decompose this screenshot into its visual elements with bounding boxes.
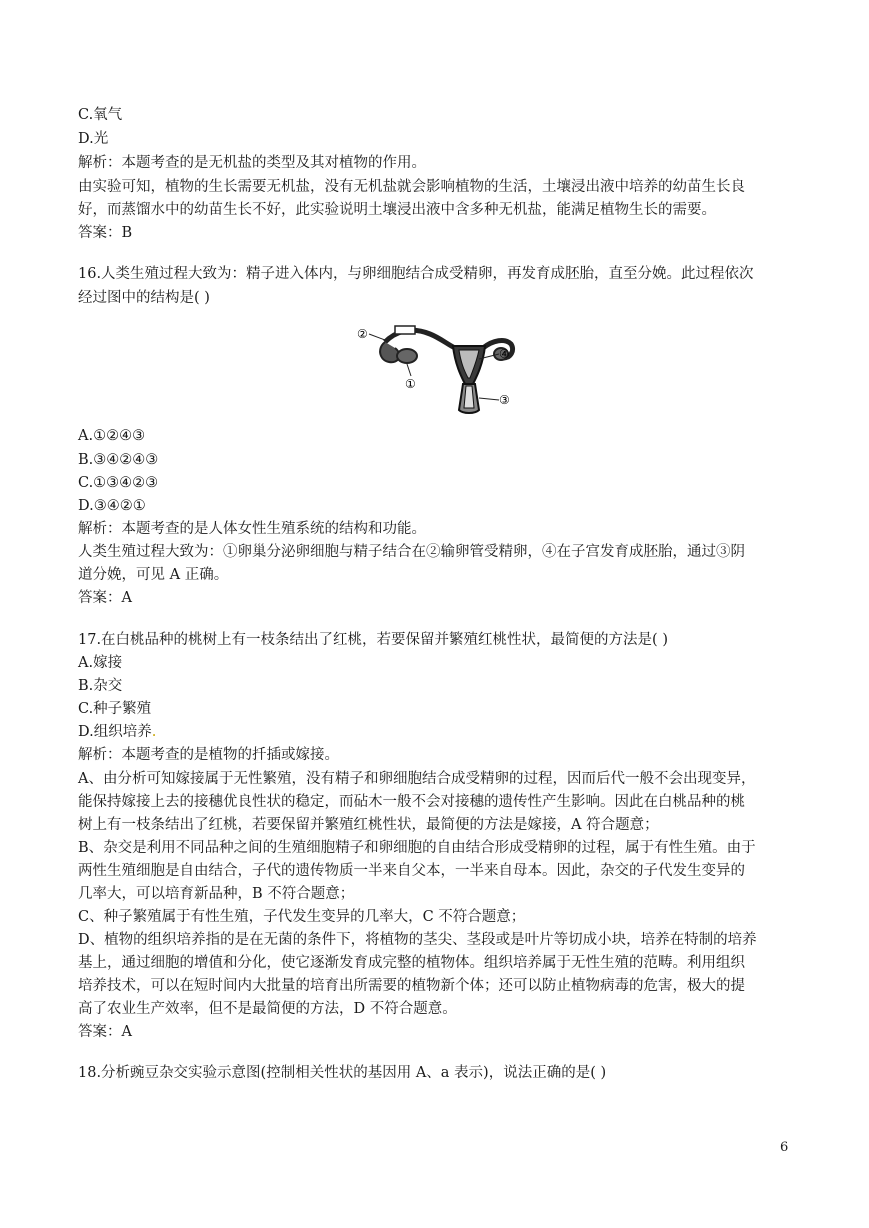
q16-analysis-line-3: 道分娩，可见 A 正确。 bbox=[78, 567, 229, 583]
q17-analysis-line-6: 两性生殖细胞是自由结合，子代的遗传物质一半来自父本，一半来自母本。因此，杂交的子代发生变异的 bbox=[78, 863, 745, 879]
q16-option-a: A.①②④③ bbox=[78, 428, 146, 444]
q17-option-c: C.种子繁殖 bbox=[78, 701, 152, 717]
q17-analysis-line-2: A、由分析可知嫁接属于无性繁殖，没有精子和卵细胞结合成受精卵的过程，因而后代一般不会出现变异， bbox=[78, 771, 756, 787]
q17-stem: 17.在白桃品种的桃树上有一枝条结出了红桃，若要保留并繁殖红桃性状，最简便的方法是( ) bbox=[78, 632, 668, 648]
q17-analysis-line-7: 几率大，可以培育新品种，B 不符合题意； bbox=[78, 886, 355, 902]
q17-analysis-line-9: D、植物的组织培养指的是在无菌的条件下，将植物的茎尖、茎段或是叶片等切成小块，培养在特制的培养 bbox=[78, 932, 757, 948]
q15-analysis-line-3: 好，而蒸馏水中的幼苗生长不好，此实验说明土壤浸出液中含多种无机盐，能满足植物生长的需要。 bbox=[78, 202, 716, 218]
q16-option-c: C.①③④②③ bbox=[78, 475, 159, 491]
q17-analysis-line-10: 基上，通过细胞的增值和分化，使它逐渐发育成完整的植物体。组织培养属于无性生殖的范畴。利用组织 bbox=[78, 955, 745, 971]
q17-analysis-line-3: 能保持嫁接上去的接穗优良性状的稳定，而砧木一般不会对接穗的遗传性产生影响。因此在白桃品种的桃 bbox=[78, 794, 745, 810]
q17-answer: 答案：A bbox=[78, 1024, 132, 1040]
figure-label-2: ② bbox=[357, 327, 368, 341]
q17-option-a: A.嫁接 bbox=[78, 655, 123, 671]
figure-label-4: ④ bbox=[499, 347, 510, 361]
q17-analysis-line-4: 树上有一枝条结出了红桃，若要保留并繁殖红桃性状，最简便的方法是嫁接，A 符合题意； bbox=[78, 817, 659, 833]
q16-option-d: D.③④②① bbox=[78, 498, 146, 514]
q16-answer: 答案：A bbox=[78, 590, 132, 606]
q17-option-b: B.杂交 bbox=[78, 678, 123, 694]
q17-analysis-line-8: C、种子繁殖属于有性生殖，子代发生变异的几率大，C 不符合题意； bbox=[78, 909, 526, 925]
q16-analysis-line-2: 人类生殖过程大致为：①卵巢分泌卵细胞与精子结合在②输卵管受精卵，④在子宫发育成胚胎，通过③阴 bbox=[78, 544, 745, 560]
q17-option-d-mark: . bbox=[151, 724, 157, 740]
q17-analysis-line-5: B、杂交是利用不同品种之间的生殖细胞精子和卵细胞的自由结合形成受精卵的过程，属于有性生殖。由于 bbox=[78, 840, 756, 856]
page-number: 6 bbox=[780, 1140, 789, 1155]
q17-analysis-line-12: 高了农业生产效率，但不是最简便的方法，D 不符合题意。 bbox=[78, 1001, 457, 1017]
female-reproductive-system-figure bbox=[355, 314, 520, 419]
uterus-diagram bbox=[355, 314, 520, 419]
q15-option-d: D.光 bbox=[78, 131, 109, 147]
q16-stem-line-1: 16.人类生殖过程大致为：精子进入体内，与卵细胞结合成受精卵，再发育成胚胎，直至分娩。此过程依次 bbox=[78, 266, 754, 282]
q15-answer: 答案：B bbox=[78, 225, 133, 241]
q16-option-b: B.③④②④③ bbox=[78, 452, 159, 468]
q17-option-d-line bbox=[78, 721, 156, 743]
q17-analysis-line-1: 解析：本题考查的是植物的扦插或嫁接。 bbox=[78, 747, 339, 763]
q15-option-c: C.氧气 bbox=[78, 107, 123, 123]
figure-label-3: ③ bbox=[499, 393, 510, 407]
q16-stem-line-2: 经过图中的结构是( ) bbox=[78, 290, 210, 306]
q17-analysis-line-11: 培养技术，可以在短时间内大批量的培育出所需要的植物新个体；还可以防止植物病毒的危害，极大的提 bbox=[78, 978, 745, 994]
figure-label-1: ① bbox=[405, 377, 416, 391]
q16-analysis-line-1: 解析：本题考查的是人体女性生殖系统的结构和功能。 bbox=[78, 521, 426, 537]
q15-analysis-line-1: 解析：本题考查的是无机盐的类型及其对植物的作用。 bbox=[78, 155, 426, 171]
q18-stem: 18.分析豌豆杂交实验示意图(控制相关性状的基因用 A、a 表示)，说法正确的是( ) bbox=[78, 1065, 607, 1081]
q17-option-d: D.组织培养 bbox=[78, 724, 152, 740]
q15-analysis-line-2: 由实验可知，植物的生长需要无机盐，没有无机盐就会影响植物的生活，土壤浸出液中培养的幼苗生长良 bbox=[78, 179, 745, 195]
